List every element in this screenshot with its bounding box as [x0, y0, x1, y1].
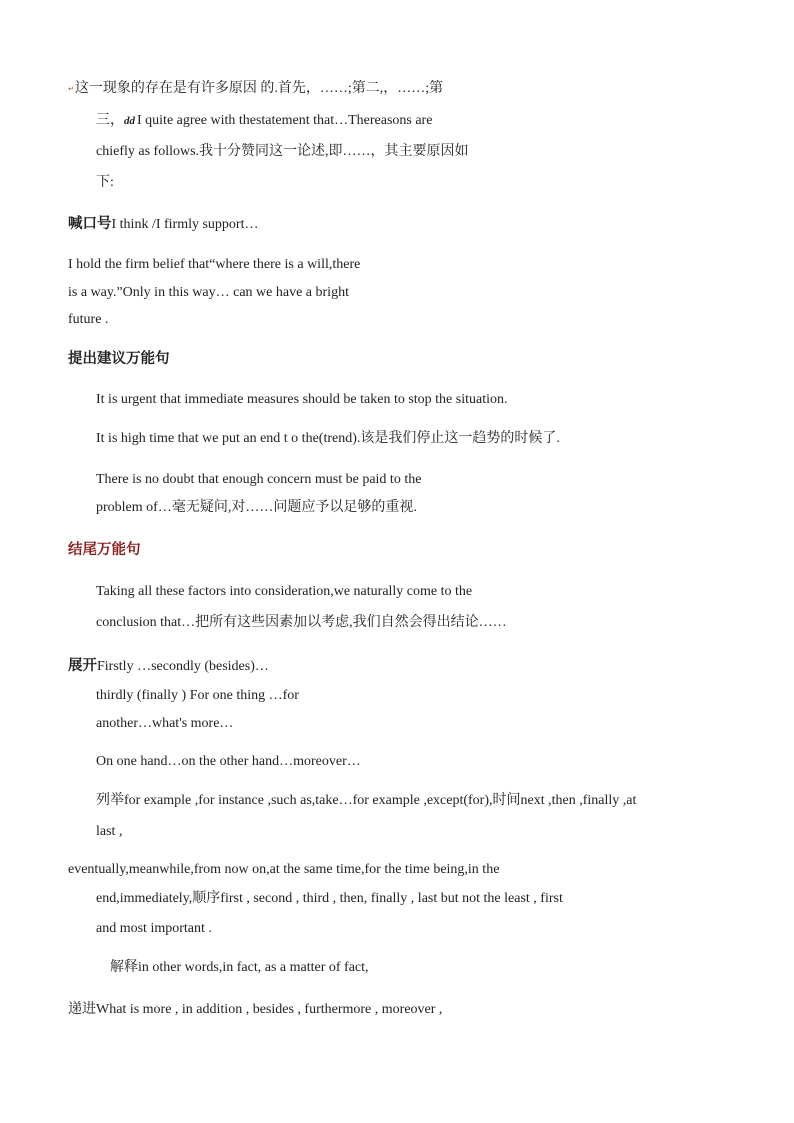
slogan-line: I hold the firm belief that“where there is a will,there	[68, 257, 361, 272]
suggestion-heading: 提出建议万能句	[68, 351, 170, 367]
paragraph-mark-icon: ↵	[68, 85, 74, 93]
develop-heading: 展开	[68, 658, 97, 674]
intro-line-2-prefix: 三，	[96, 113, 124, 128]
intro-line-1-text: 这一现象的存在是有许多原因 的.首先，……;第二,，……;第	[74, 81, 444, 96]
suggestion-sentence: It is urgent that immediate measures should be taken to stop the situation.	[96, 392, 508, 407]
conclusion-line-2: conclusion that…把所有这些因素加以考虑,我们自然会得出结论……	[96, 615, 507, 630]
slogan-first-line	[68, 215, 259, 234]
develop-line: end,immediately,顺序first , second , third , then, finally , last but not the least , first	[96, 891, 563, 906]
develop-line: 列举for example ,for instance ,such as,take…for example ,except(for),时间next ,then ,finally ,at	[96, 793, 637, 808]
slogan-heading: 喊口号	[68, 216, 112, 232]
develop-line: On one hand…on the other hand…moreover…	[96, 754, 361, 769]
intro-line-2-text: I quite agree with thestatement that…Thereasons are	[137, 113, 433, 128]
intro-line-2-marks: dd	[124, 115, 135, 127]
slogan-first-line-text: I think /I firmly support…	[111, 217, 259, 232]
intro-line-3: chiefly as follows.我十分赞同这一论述,即……，其主要原因如	[96, 144, 469, 159]
progression-first-line-text: What is more , in addition , besides , furthermore , moreover ,	[96, 1002, 443, 1017]
progression-line	[68, 1001, 442, 1019]
conclusion-line-1: Taking all these factors into consideration,we naturally come to the	[96, 584, 473, 599]
intro-line-2	[96, 112, 432, 130]
conclusion-heading: 结尾万能句	[68, 542, 141, 558]
intro-line-1	[68, 80, 443, 98]
develop-line: last ,	[96, 824, 123, 839]
suggestion-sentence: problem of…毫无疑问,对……问题应予以足够的重视.	[96, 500, 417, 515]
suggestion-sentence: There is no doubt that enough concern must be paid to the	[96, 472, 422, 487]
suggestion-sentence: It is high time that we put an end t o the(trend).该是我们停止这一趋势的时候了.	[96, 431, 560, 446]
develop-line: and most important .	[96, 921, 212, 936]
progression-heading: 递进	[68, 1002, 96, 1017]
develop-line: eventually,meanwhile,from now on,at the same time,for the time being,in the	[68, 862, 500, 877]
intro-line-4: 下:	[96, 175, 114, 190]
develop-line: thirdly (finally ) For one thing …for	[96, 688, 299, 703]
develop-line: another…what's more…	[96, 716, 234, 731]
slogan-line: is a way.”Only in this way… can we have a bright	[68, 285, 349, 300]
develop-line: 解释in other words,in fact, as a matter of fact,	[110, 960, 369, 975]
develop-first-line-text: Firstly …secondly (besides)…	[97, 659, 269, 674]
slogan-line: future .	[68, 312, 109, 327]
develop-first-line	[68, 657, 269, 676]
